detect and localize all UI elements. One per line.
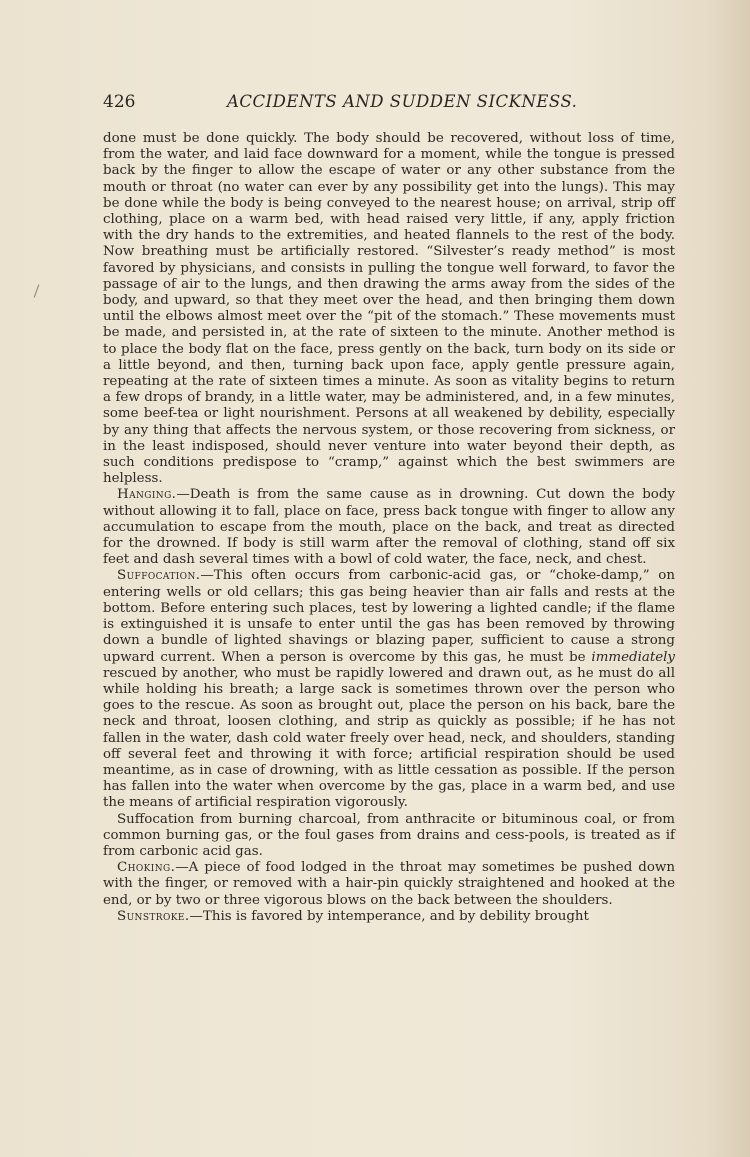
running-title: ACCIDENTS AND SUDDEN SICKNESS. xyxy=(227,92,578,111)
suffocation-text-a: —This often occurs from carbonic-acid gas, or “choke-damp,” on entering wells or old cellars; this gas being heavier than air falls and rests at the bottom. Before entering such places, test by lowering a lighted candle; if the flame is extinguished it is unsafe to enter until the gas has been removed by throwing down a bundle of lighted shavings or blazing paper, sufficient to cause a strong upward current. When a person is overcome by this gas, he must be xyxy=(103,568,675,665)
page-header xyxy=(103,92,675,116)
paragraph-choking xyxy=(103,860,675,909)
paragraph-suffocation-gases: Suffocation from burning charcoal, from anthracite or bituminous coal, or from common burning gas, or the foul gases from drains and cess-pools, is treated as if from carbonic acid gas. xyxy=(103,811,675,859)
body-text xyxy=(103,131,675,925)
section-heading-suffocation: Suffocation. xyxy=(117,568,201,584)
paragraph-drowning: done must be done quickly. The body should be recovered, without loss of time, from the water, and laid face downward for a moment, while the tongue is pressed back by the finger to allow the escape of water or any other substance from the mouth or throat (no water can ever by any possibility get into the lungs). This may be done while the body is being conveyed to the nearest house; on arrival, strip off clothing, place on a warm bed, with head raised very little, if any, apply friction with the dry hands to the extremities, and heated flannels to the rest of the body. Now breathing must be artificially restored. “Silvester’s ready method” is most favored by physicians, and consists in pulling the tongue well forward, to favor the passage of air to the lungs, and then drawing the arms away from the sides of the body, and upward, so that they meet over the head, and then bringing them down until the elbows almost meet over the “pit of the stomach.” These movements must be made, and persisted in, at the rate of sixteen to the minute. Another method is to place the body flat on the face, press gently on the back, turn body on its side or a little beyond, and then, turning back upon face, apply gentle pressure again, repeating at the rate of sixteen times a minute. As soon as vitality begins to return a few drops of brandy, in a little water, may be administered, and, in a few minutes, some beef-tea or light nourishment. Persons at all weakened by debility, especially by any thing that affects the nervous system, or those recovering from sickness, or in the least indisposed, should never venture into water beyond their depth, as such conditions predispose to “cramp,” against which the best swimmers are helpless. xyxy=(103,131,675,487)
hanging-text: —Death is from the same cause as in drowning. Cut down the body without allowing it to fall, place on face, press back tongue with finger to allow any accumulation to escape from the mouth, place on the back, and treat as directed for the drowned. If body is still warm after the removal of clothing, stand off six feet and dash several times with a bowl of cold water, the face, neck, and chest. xyxy=(103,487,675,568)
page-number: 426 xyxy=(103,92,136,112)
choking-text: —A piece of food lodged in the throat may sometimes be pushed down with the finger, or removed with a hair-pin quickly straightened and hooked at the end, or by two or three vigorous blows on the back between the shoulders. xyxy=(103,860,675,908)
paragraph-hanging xyxy=(103,487,675,568)
paragraph-sunstroke xyxy=(103,909,675,925)
section-heading-choking: Choking. xyxy=(117,860,176,876)
suffocation-text-b: rescued by another, who must be rapidly lowered and drawn out, as he must do all while holding his breath; a large sack is sometimes thrown over the person who goes to the rescue. As soon as brought out, place the person on his back, bare the neck and throat, loosen clothing, and strip as quickly as possible; if he has not fallen in the water, dash cold water freely over head, neck, and shoulders, standing off several feet and throwing it with force; artificial respiration should be used meantime, as in case of drowning, with as little cessation as possible. If the person has fallen into the water when overcome by the gas, place in a warm bed, and use the means of artificial respiration vigorously. xyxy=(103,665,675,811)
section-heading-hanging: Hanging. xyxy=(117,487,177,503)
margin-pencil-mark xyxy=(34,284,40,297)
suffocation-emphasis: immediately xyxy=(591,649,675,665)
sunstroke-text: —This is favored by intemperance, and by debility brought xyxy=(189,908,589,924)
section-heading-sunstroke: Sunstroke. xyxy=(117,908,190,924)
paragraph-suffocation xyxy=(103,568,675,811)
